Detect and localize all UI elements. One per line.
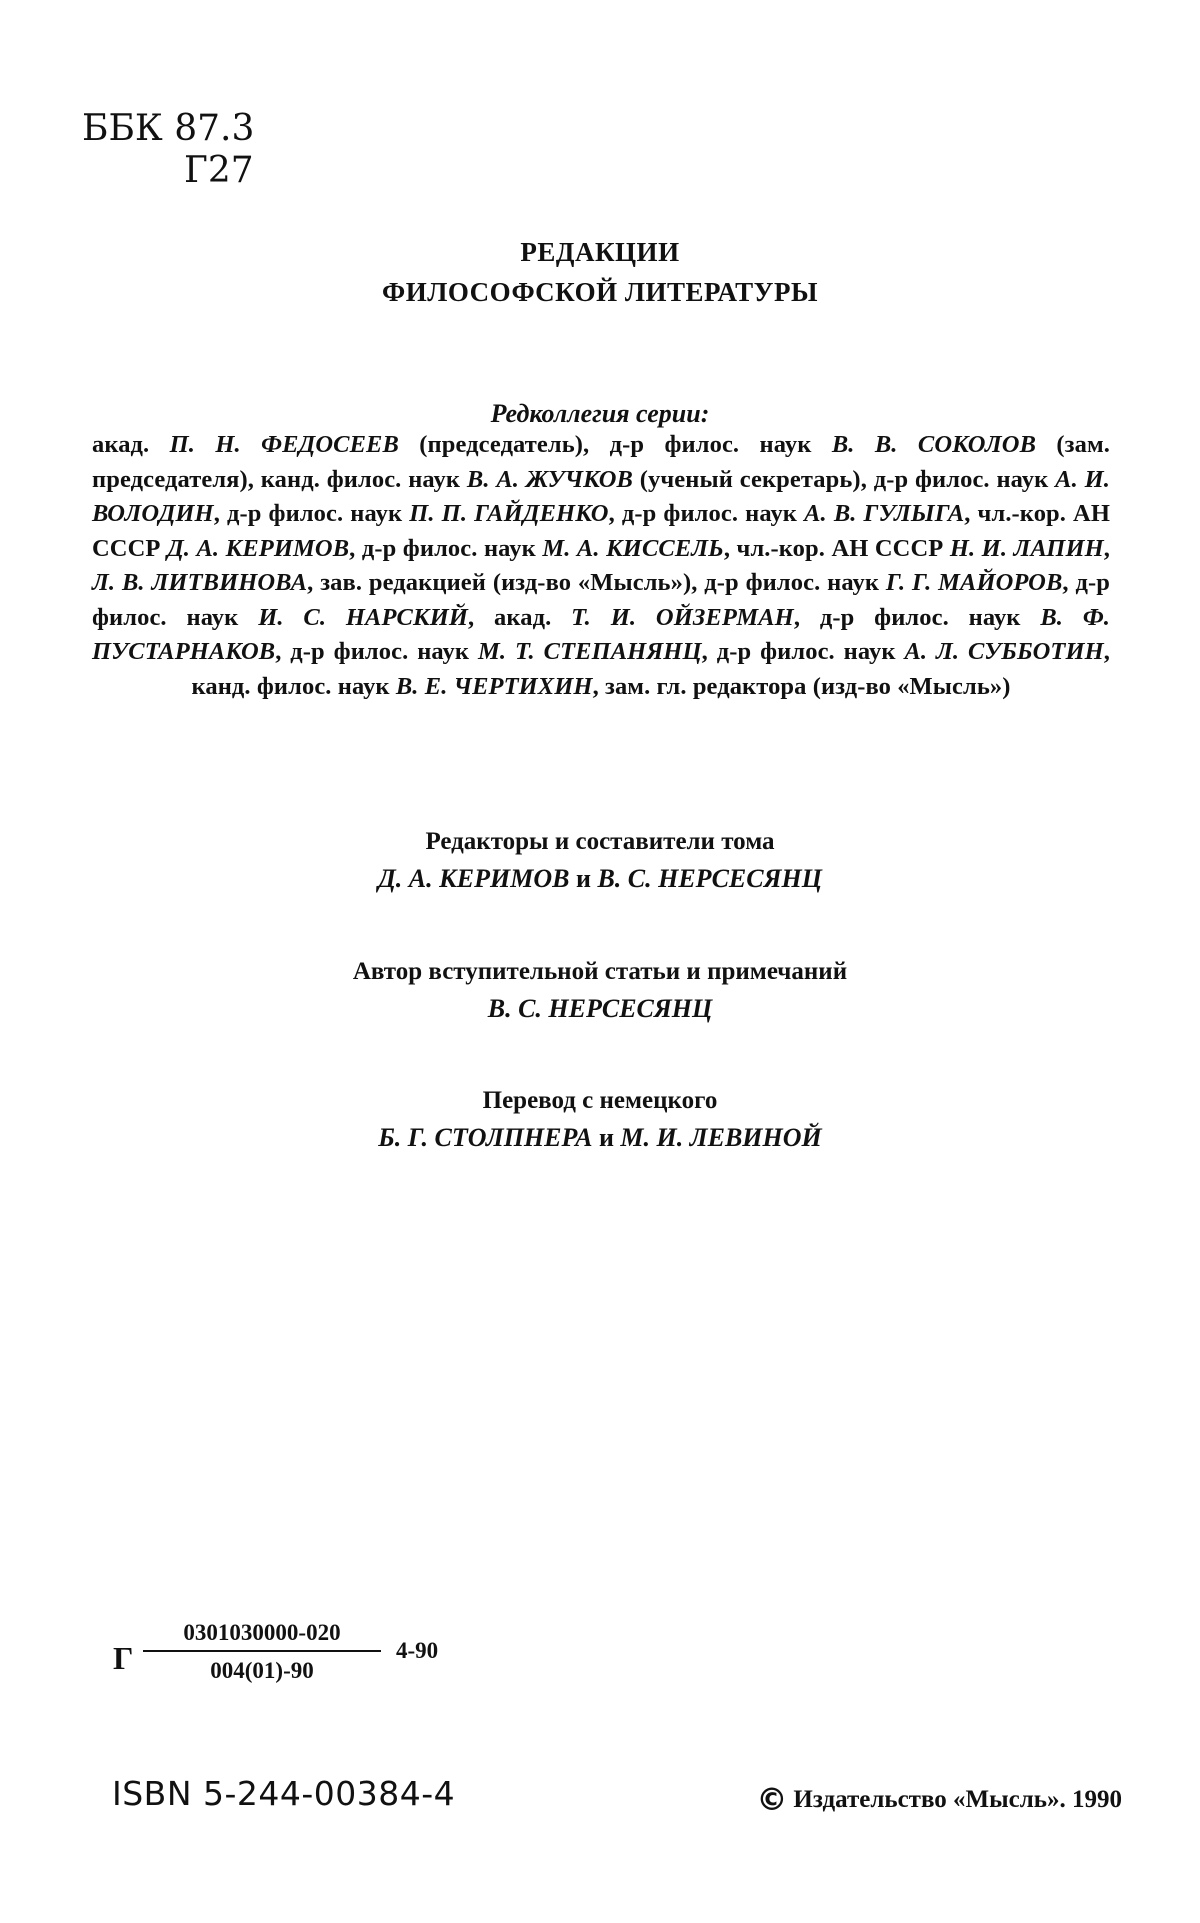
board-member-name: Т. И. ОЙЗЕРМАН (571, 603, 794, 631)
board-member-name: М. Т. СТЕПАНЯНЦ (478, 638, 702, 665)
board-member-name: М. А. КИССЕЛЬ (542, 534, 724, 562)
volume-editors-conj: и (569, 864, 598, 893)
board-member-name: А. И. ВОЛОДИН (92, 465, 1110, 527)
intro-author-names (0, 990, 1200, 1028)
board-member-title: , канд. филос. наук (191, 638, 1111, 700)
volume-editors-names (0, 860, 1200, 898)
series-title-line1: РЕДАКЦИИ (520, 237, 680, 267)
bbk-code: ББК 87.3 (82, 108, 255, 149)
board-member-title: , (1103, 534, 1110, 562)
catalog-index-numerator: 0301030000-020 (183, 1620, 341, 1645)
volume-editors-label: Редакторы и составители тома (425, 828, 775, 855)
board-member-name: П. П. ГАЙДЕНКО (409, 500, 609, 527)
board-member-title: , зам. гл. редактора (изд-во «Мысль») (592, 672, 1011, 700)
board-member-name: Г. Г. МАЙОРОВ (885, 569, 1063, 596)
board-member-name: А. Л. СУББОТИН (904, 638, 1104, 665)
intro-author-block (0, 954, 1200, 1028)
board-member-title: , д-р филос. наук (275, 638, 478, 665)
board-member-name: В. Е. ЧЕРТИХИН (395, 672, 593, 700)
board-member-name: В. В. СОКОЛОВ (831, 431, 1037, 458)
board-member-name: И. С. НАРСКИЙ (258, 603, 469, 631)
board-member-title: , д-р филос. наук (349, 534, 543, 562)
translators-names (0, 1119, 1200, 1157)
intro-author-label: Автор вступительной статьи и примечаний (352, 958, 848, 985)
bbk-classification (82, 108, 254, 192)
translators-conj: и (592, 1123, 621, 1152)
board-member-title: , д-р филос. наук (793, 603, 1041, 631)
catalog-index-suffix: 4-90 (396, 1638, 439, 1663)
board-member-title: (ученый секретарь), д-р филос. наук (632, 465, 1056, 493)
board-member-name: В. Ф. ПУСТАРНАКОВ (92, 603, 1110, 665)
board-member-title: , д-р филос. наук (701, 638, 905, 665)
catalog-index-fraction (143, 1618, 381, 1686)
catalog-index-letter: Г (113, 1640, 134, 1676)
board-member-title: (зам. председателя), канд. филос. наук (92, 431, 1110, 493)
intro-author-1: В. С. НЕРСЕСЯНЦ (487, 994, 713, 1023)
translator-1: Б. Г. СТОЛПНЕРА (378, 1123, 593, 1152)
editorial-board-list (92, 428, 1110, 704)
board-member-name: П. Н. ФЕДОСЕЕВ (169, 431, 399, 458)
board-member-title: , акад. (468, 603, 572, 631)
isbn: ISBN 5-244-00384-4 (112, 1774, 456, 1813)
board-member-title: (председатель), д-р филос. наук (398, 431, 832, 458)
editorial-board-heading: Редколлегия серии: (490, 399, 710, 428)
board-member-title: , д-р филос. наук (213, 500, 410, 527)
board-member-name: Н. И. ЛАПИН (949, 534, 1104, 562)
translator-2: М. И. ЛЕВИНОЙ (620, 1123, 822, 1152)
volume-editor-2: В. С. НЕРСЕСЯНЦ (597, 864, 822, 893)
translation-block (0, 1083, 1200, 1157)
series-title (0, 232, 1200, 312)
copyright-icon: © (756, 1782, 788, 1818)
board-member-name: Д. А. КЕРИМОВ (166, 534, 350, 562)
volume-editors-block (0, 824, 1200, 898)
board-member-title: , д-р филос. наук (92, 569, 1110, 631)
board-member-name: А. В. ГУЛЫГА (804, 500, 965, 527)
catalog-index-denominator: 004(01)-90 (210, 1658, 314, 1683)
bbk-subcode: Г27 (184, 150, 254, 191)
board-member-name: В. А. ЖУЧКОВ (466, 465, 633, 493)
board-member-title: акад. (92, 431, 170, 458)
translation-label: Перевод с немецкого (482, 1087, 718, 1114)
volume-editor-1: Д. А. КЕРИМОВ (378, 864, 570, 893)
fraction-bar (143, 1650, 381, 1652)
board-member-title: , д-р филос. наук (608, 500, 805, 527)
board-member-title: , чл.-кор. АН СССР (92, 500, 1111, 562)
board-member-title: , зав. редакцией (изд-во «Мысль»), д-р филос. наук (307, 569, 886, 596)
copyright-text: Издательство «Мысль». 1990 (793, 1786, 1122, 1813)
board-member-name: Л. В. ЛИТВИНОВА (92, 569, 308, 596)
board-member-title: , чл.-кор. АН СССР (723, 534, 950, 562)
copyright-notice (756, 1782, 1122, 1818)
series-title-line2: ФИЛОСОФСКОЙ ЛИТЕРАТУРЫ (382, 277, 818, 307)
